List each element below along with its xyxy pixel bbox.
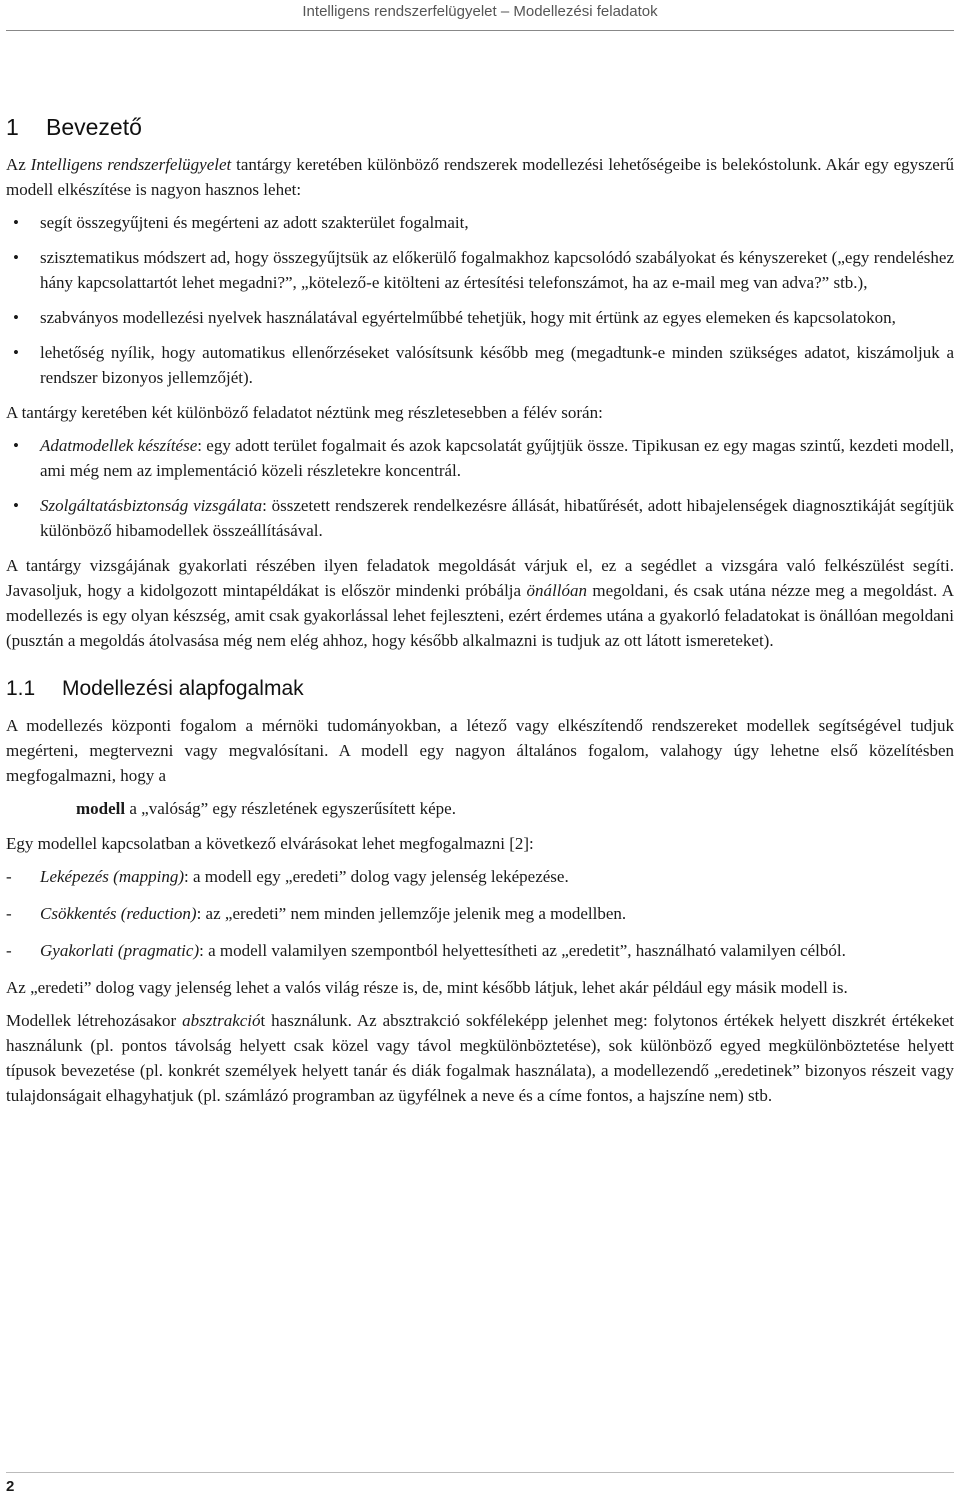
properties-list (6, 864, 954, 963)
property-text: : az „eredeti” nem minden jellemzője jelenik meg a modellben. (196, 904, 627, 923)
section-number: 1.1 (6, 677, 36, 700)
intro-text-c: tantárgy keretében különböző rendszerek modellezési lehetőségeibe is belekóstolunk. Akár egy egyszerű modell elkészítése is nagyon hasznos lehet: (6, 155, 954, 199)
running-header: Intelligens rendszerfelügyelet – Modellezési feladatok (302, 3, 658, 20)
exam-text-a: A tantárgy vizsgájának gyakorlati részében ilyen feladatok megoldását várjuk el, ez a segédlet a vizsgára való felkészülést segíti. Javasoljuk, hogy a kidolgozott mintapéldákat is először mindenki próbálja (6, 556, 954, 600)
list-item (6, 433, 954, 483)
list-item-text: segít összegyűjteni és megérteni az adott szakterület fogalmait, (40, 213, 469, 232)
bullet-icon: • (13, 213, 19, 232)
footer-divider (6, 1472, 954, 1473)
section-number: 1 (6, 114, 19, 140)
course-name: Intelligens rendszerfelügyelet (30, 155, 232, 174)
section-title: Modellezési alapfogalmak (62, 677, 304, 700)
property-term: Gyakorlati (pragmatic) (40, 941, 200, 960)
original-paragraph: Az „eredeti” dolog vagy jelenség lehet a valós világ része is, de, mint később látjuk, lehet akár például egy másik modell is. (6, 978, 848, 997)
definition-text: a „valóság” egy részletének egyszerűsített képe. (125, 799, 456, 818)
section-heading-1-1 (6, 675, 954, 703)
task-text: : összetett rendszerek rendelkezésre állását, hibatűrését, adott hibajelenségek diagnosztikáját segítjük különböző hibamodellek összeállításával. (40, 496, 954, 540)
abstraction-paragraph (6, 1008, 954, 1108)
list-item (6, 901, 954, 926)
property-term: Csökkentés (reduction) (40, 904, 197, 923)
exam-text-c: megoldani, és csak utána nézze meg a megoldást. A modellezés is egy olyan készség, amit csak gyakorlással lehet fejleszteni, ezért érdemes utána a gyakorló feladatokat is önállóan megoldani (pusztán a megoldás átolvasása még nem elég ahhoz, hogy később alkalmazni is tudjuk az ott látott ismereteket). (6, 581, 954, 650)
list-item (6, 938, 954, 963)
page-number: 2 (6, 1478, 15, 1495)
benefits-list (6, 210, 954, 390)
abstraction-text-c: t használunk. Az absztrakció sokféleképp jelenhet meg: folytonos értékek helyett diszkrét értékeket használunk (pl. pontos távolság helyett csak közel vagy távol megkülönböztetése), sok különböző egyed megkülönböztetése helyett típusok bevezetése (pl. konkrét személyek helyett tanár és diák fogalmak használata), a modellezendő „eredetinek” bizonyos részeit vagy tulajdonságait elhagyhatjuk (pl. számlázó programban az ügyfélnek a neve és a címe fontos, a hajszíne nem) stb. (6, 1011, 955, 1105)
document-body (6, 112, 954, 1116)
list-item-text: lehetőség nyílik, hogy automatikus ellenőrzéseket valósítsunk később meg (megadtunk-e minden szükséges adatot, kiszámoljuk a rendszer bizonyos jellemzőjét). (40, 343, 954, 387)
list-item (6, 493, 954, 543)
intro-paragraph (6, 152, 954, 202)
property-text: : a modell valamilyen szempontból helyettesítheti az „eredetit”, használható valamilyen célból. (199, 941, 846, 960)
header-divider (6, 30, 954, 31)
property-term: Leképezés (mapping) (40, 867, 184, 886)
bullet-icon: • (13, 436, 19, 455)
task-term: Szolgáltatásbiztonság vizsgálata (40, 496, 263, 515)
list-item (6, 864, 954, 889)
tasks-list (6, 433, 954, 543)
requirements-intro: Egy modellel kapcsolatban a következő elvárásokat lehet megfogalmazni [2]: (6, 834, 534, 853)
list-item (6, 340, 954, 390)
task-term: Adatmodellek készítése (40, 436, 198, 455)
abstraction-text-a: Modellek létrehozásakor (6, 1011, 183, 1030)
bullet-icon: • (13, 496, 19, 515)
bullet-icon: • (13, 308, 19, 327)
dash-icon: - (6, 867, 12, 886)
intro-text-a: Az (6, 155, 31, 174)
section-heading-1 (6, 112, 954, 142)
definition-term: modell (76, 799, 126, 818)
abstraction-emphasis: absztrakció (182, 1011, 261, 1030)
exam-paragraph (6, 553, 954, 653)
list-item (6, 245, 954, 295)
model-definition (6, 796, 954, 821)
dash-icon: - (6, 904, 12, 923)
bullet-icon: • (13, 248, 19, 267)
list-item (6, 305, 954, 330)
list-item (6, 210, 954, 235)
task-text: : egy adott terület fogalmait és azok kapcsolatát gyűjtjük össze. Tipikusan ez egy magas szintű, kezdeti modell, ami még nem az implementáció közeli részletekre koncentrál. (40, 436, 954, 480)
bullet-icon: • (13, 343, 19, 362)
dash-icon: - (6, 941, 12, 960)
list-item-text: szisztematikus módszert ad, hogy összegyűjtsük az előkerülő fogalmakhoz kapcsolódó szabályokat és kényszereket („egy rendeléshez hány kapcsolattartót lehet megadni?”, „kötelező-e kitölteni az értesítési telefonszámot, ha az e-mail meg van adva?” stb.), (40, 248, 954, 292)
tasks-intro: A tantárgy keretében két különböző feladatot néztünk meg részletesebben a félév során: (6, 403, 603, 422)
property-text: : a modell egy „eredeti” dolog vagy jelenség leképezése. (184, 867, 569, 886)
modeling-paragraph: A modellezés központi fogalom a mérnöki tudományokban, a létező vagy elkészítendő rendszereket modellek segítségével tudjuk megérteni, megtervezni vagy megvalósítani. A modell egy nagyon általános fogalom, valahogy úgy lehetne első közelítésben megfogalmazni, hogy a (6, 716, 954, 785)
section-title: Bevezető (46, 114, 142, 140)
list-item-text: szabványos modellezési nyelvek használatával egyértelműbbé tehetjük, hogy mit értünk az egyes elemeken és kapcsolatokon, (40, 308, 896, 327)
exam-emphasis: önállóan (526, 581, 587, 600)
